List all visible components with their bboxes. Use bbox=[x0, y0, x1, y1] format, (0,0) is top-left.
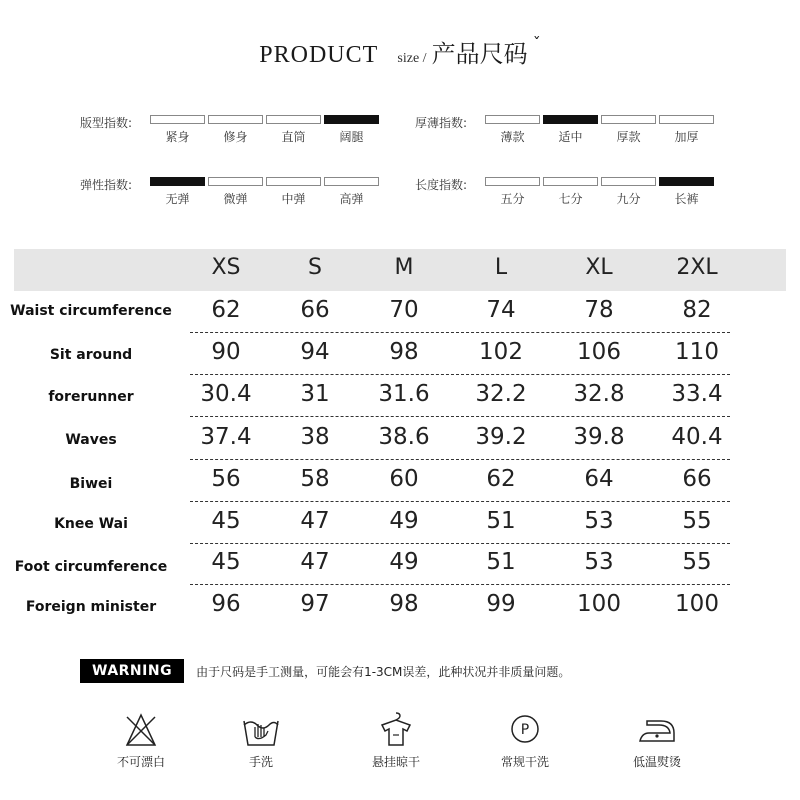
care-item-no-bleach bbox=[81, 707, 201, 770]
care-item-hang-dry bbox=[336, 707, 456, 770]
table-cell: 62 bbox=[486, 466, 516, 492]
index-option: 阔腿 bbox=[339, 130, 364, 144]
table-cell: 66 bbox=[682, 466, 712, 492]
low-iron-icon bbox=[635, 707, 679, 751]
index-bar-selected bbox=[150, 177, 205, 186]
index-bar-selected bbox=[659, 177, 714, 186]
size-column-header: L bbox=[494, 255, 508, 280]
care-item-low-iron bbox=[597, 707, 717, 770]
table-cell: 64 bbox=[584, 466, 614, 492]
index-bar-selected bbox=[324, 115, 379, 124]
warning-text: 由于尺码是手工测量，可能会有1-3CM误差，此种状况并非质量问题。 bbox=[196, 664, 571, 679]
index-bars bbox=[485, 177, 714, 186]
product-header bbox=[0, 34, 800, 69]
size-column-header: M bbox=[394, 255, 414, 280]
index-label: 弹性指数: bbox=[80, 178, 133, 192]
table-cell: 53 bbox=[584, 549, 614, 575]
table-cell: 38 bbox=[300, 424, 330, 450]
table-cell: 32.2 bbox=[475, 381, 527, 407]
care-label: 不可漂白 bbox=[116, 755, 165, 769]
index-bar bbox=[266, 115, 321, 124]
table-cell: 102 bbox=[479, 339, 523, 365]
header-product: PRODUCT bbox=[259, 42, 379, 68]
table-cell: 37.4 bbox=[200, 424, 252, 450]
table-cell: 49 bbox=[389, 549, 419, 575]
dry-clean-glyph: P bbox=[520, 722, 530, 738]
row-divider bbox=[190, 543, 730, 544]
warning-bar bbox=[80, 659, 570, 683]
table-cell: 39.2 bbox=[475, 424, 527, 450]
row-label: Foreign minister bbox=[25, 599, 157, 615]
table-cell: 55 bbox=[682, 508, 712, 534]
index-bar bbox=[324, 177, 379, 186]
index-bar bbox=[208, 177, 263, 186]
care-label: 手洗 bbox=[248, 755, 273, 769]
index-option: 无弹 bbox=[165, 192, 190, 206]
table-cell: 94 bbox=[300, 339, 330, 365]
row-divider bbox=[190, 374, 730, 375]
care-label: 悬挂晾干 bbox=[371, 755, 420, 769]
table-cell: 66 bbox=[300, 297, 330, 323]
index-bar bbox=[208, 115, 263, 124]
table-cell: 51 bbox=[486, 549, 516, 575]
warning-badge: WARNING bbox=[80, 659, 184, 683]
index-bars bbox=[150, 115, 379, 124]
table-cell: 39.8 bbox=[573, 424, 625, 450]
table-cell: 49 bbox=[389, 508, 419, 534]
table-cell: 40.4 bbox=[671, 424, 723, 450]
care-item-hand-wash bbox=[201, 707, 321, 770]
index-label: 版型指数: bbox=[80, 116, 133, 130]
index-option: 适中 bbox=[558, 130, 583, 144]
size-column-header: 2XL bbox=[676, 255, 718, 280]
table-cell: 82 bbox=[682, 297, 712, 323]
table-cell: 47 bbox=[300, 549, 330, 575]
index-option: 七分 bbox=[558, 192, 583, 206]
table-cell: 45 bbox=[211, 549, 241, 575]
index-option: 厚款 bbox=[616, 130, 641, 144]
index-option: 紧身 bbox=[165, 130, 190, 144]
table-cell: 33.4 bbox=[671, 381, 723, 407]
index-option: 高弹 bbox=[339, 192, 364, 206]
table-cell: 45 bbox=[211, 508, 241, 534]
row-label: Waves bbox=[65, 432, 117, 448]
row-divider bbox=[190, 332, 730, 333]
table-cell: 97 bbox=[300, 591, 330, 617]
index-bar bbox=[150, 115, 205, 124]
header-size: size / bbox=[397, 51, 427, 66]
table-cell: 100 bbox=[675, 591, 719, 617]
index-option: 九分 bbox=[616, 192, 641, 206]
row-label: Sit around bbox=[49, 347, 133, 363]
index-option: 微弹 bbox=[223, 192, 248, 206]
hand-wash-icon bbox=[239, 707, 283, 751]
table-cell: 74 bbox=[486, 297, 516, 323]
table-cell: 96 bbox=[211, 591, 241, 617]
index-option: 五分 bbox=[500, 192, 525, 206]
care-label: 低温熨烫 bbox=[632, 755, 681, 769]
index-option: 薄款 bbox=[500, 130, 525, 144]
table-cell: 60 bbox=[389, 466, 419, 492]
row-label: Foot circumference bbox=[14, 559, 168, 575]
table-cell: 31.6 bbox=[378, 381, 430, 407]
chevron-down-icon: ˇ bbox=[532, 34, 541, 53]
table-cell: 53 bbox=[584, 508, 614, 534]
size-column-header: XL bbox=[585, 255, 613, 280]
table-cell: 47 bbox=[300, 508, 330, 534]
table-cell: 31 bbox=[300, 381, 330, 407]
table-cell: 56 bbox=[211, 466, 241, 492]
index-bar-selected bbox=[543, 115, 598, 124]
index-bar bbox=[485, 177, 540, 186]
table-cell: 32.8 bbox=[573, 381, 625, 407]
index-option: 直筒 bbox=[281, 130, 306, 144]
table-cell: 55 bbox=[682, 549, 712, 575]
index-bar bbox=[485, 115, 540, 124]
row-label: Waist circumference bbox=[10, 303, 172, 319]
size-column-header: XS bbox=[211, 255, 241, 280]
care-item-dry-clean bbox=[465, 707, 585, 770]
index-bars bbox=[150, 177, 379, 186]
row-label: forerunner bbox=[48, 389, 134, 405]
row-divider bbox=[190, 584, 730, 585]
table-cell: 38.6 bbox=[378, 424, 430, 450]
table-cell: 100 bbox=[577, 591, 621, 617]
row-label: Biwei bbox=[69, 476, 113, 492]
index-option: 加厚 bbox=[674, 130, 699, 144]
hang-dry-icon bbox=[374, 707, 418, 751]
table-cell: 78 bbox=[584, 297, 614, 323]
table-cell: 98 bbox=[389, 591, 419, 617]
index-bar bbox=[266, 177, 321, 186]
table-cell: 51 bbox=[486, 508, 516, 534]
index-bars bbox=[485, 115, 714, 124]
size-column-header: S bbox=[308, 255, 322, 280]
table-cell: 106 bbox=[577, 339, 621, 365]
row-divider bbox=[190, 459, 730, 460]
index-bar bbox=[659, 115, 714, 124]
index-label: 厚薄指数: bbox=[415, 116, 468, 130]
index-label: 长度指数: bbox=[415, 178, 468, 192]
table-cell: 90 bbox=[211, 339, 241, 365]
table-cell: 58 bbox=[300, 466, 330, 492]
index-option: 长裤 bbox=[674, 192, 699, 206]
table-cell: 70 bbox=[389, 297, 419, 323]
care-label: 常规干洗 bbox=[500, 755, 549, 769]
table-cell: 30.4 bbox=[200, 381, 252, 407]
header-cn-title: 产品尺码 bbox=[431, 40, 528, 68]
index-option: 中弹 bbox=[281, 192, 306, 206]
index-bar bbox=[601, 177, 656, 186]
row-divider bbox=[190, 501, 730, 502]
table-cell: 62 bbox=[211, 297, 241, 323]
table-cell: 99 bbox=[486, 591, 516, 617]
no-bleach-icon bbox=[119, 707, 163, 751]
table-cell: 110 bbox=[675, 339, 719, 365]
index-option: 修身 bbox=[223, 130, 248, 144]
index-bar bbox=[543, 177, 598, 186]
index-bar bbox=[601, 115, 656, 124]
table-cell: 98 bbox=[389, 339, 419, 365]
row-divider bbox=[190, 416, 730, 417]
row-label: Knee Wai bbox=[54, 516, 128, 532]
dry-clean-icon bbox=[503, 707, 547, 751]
